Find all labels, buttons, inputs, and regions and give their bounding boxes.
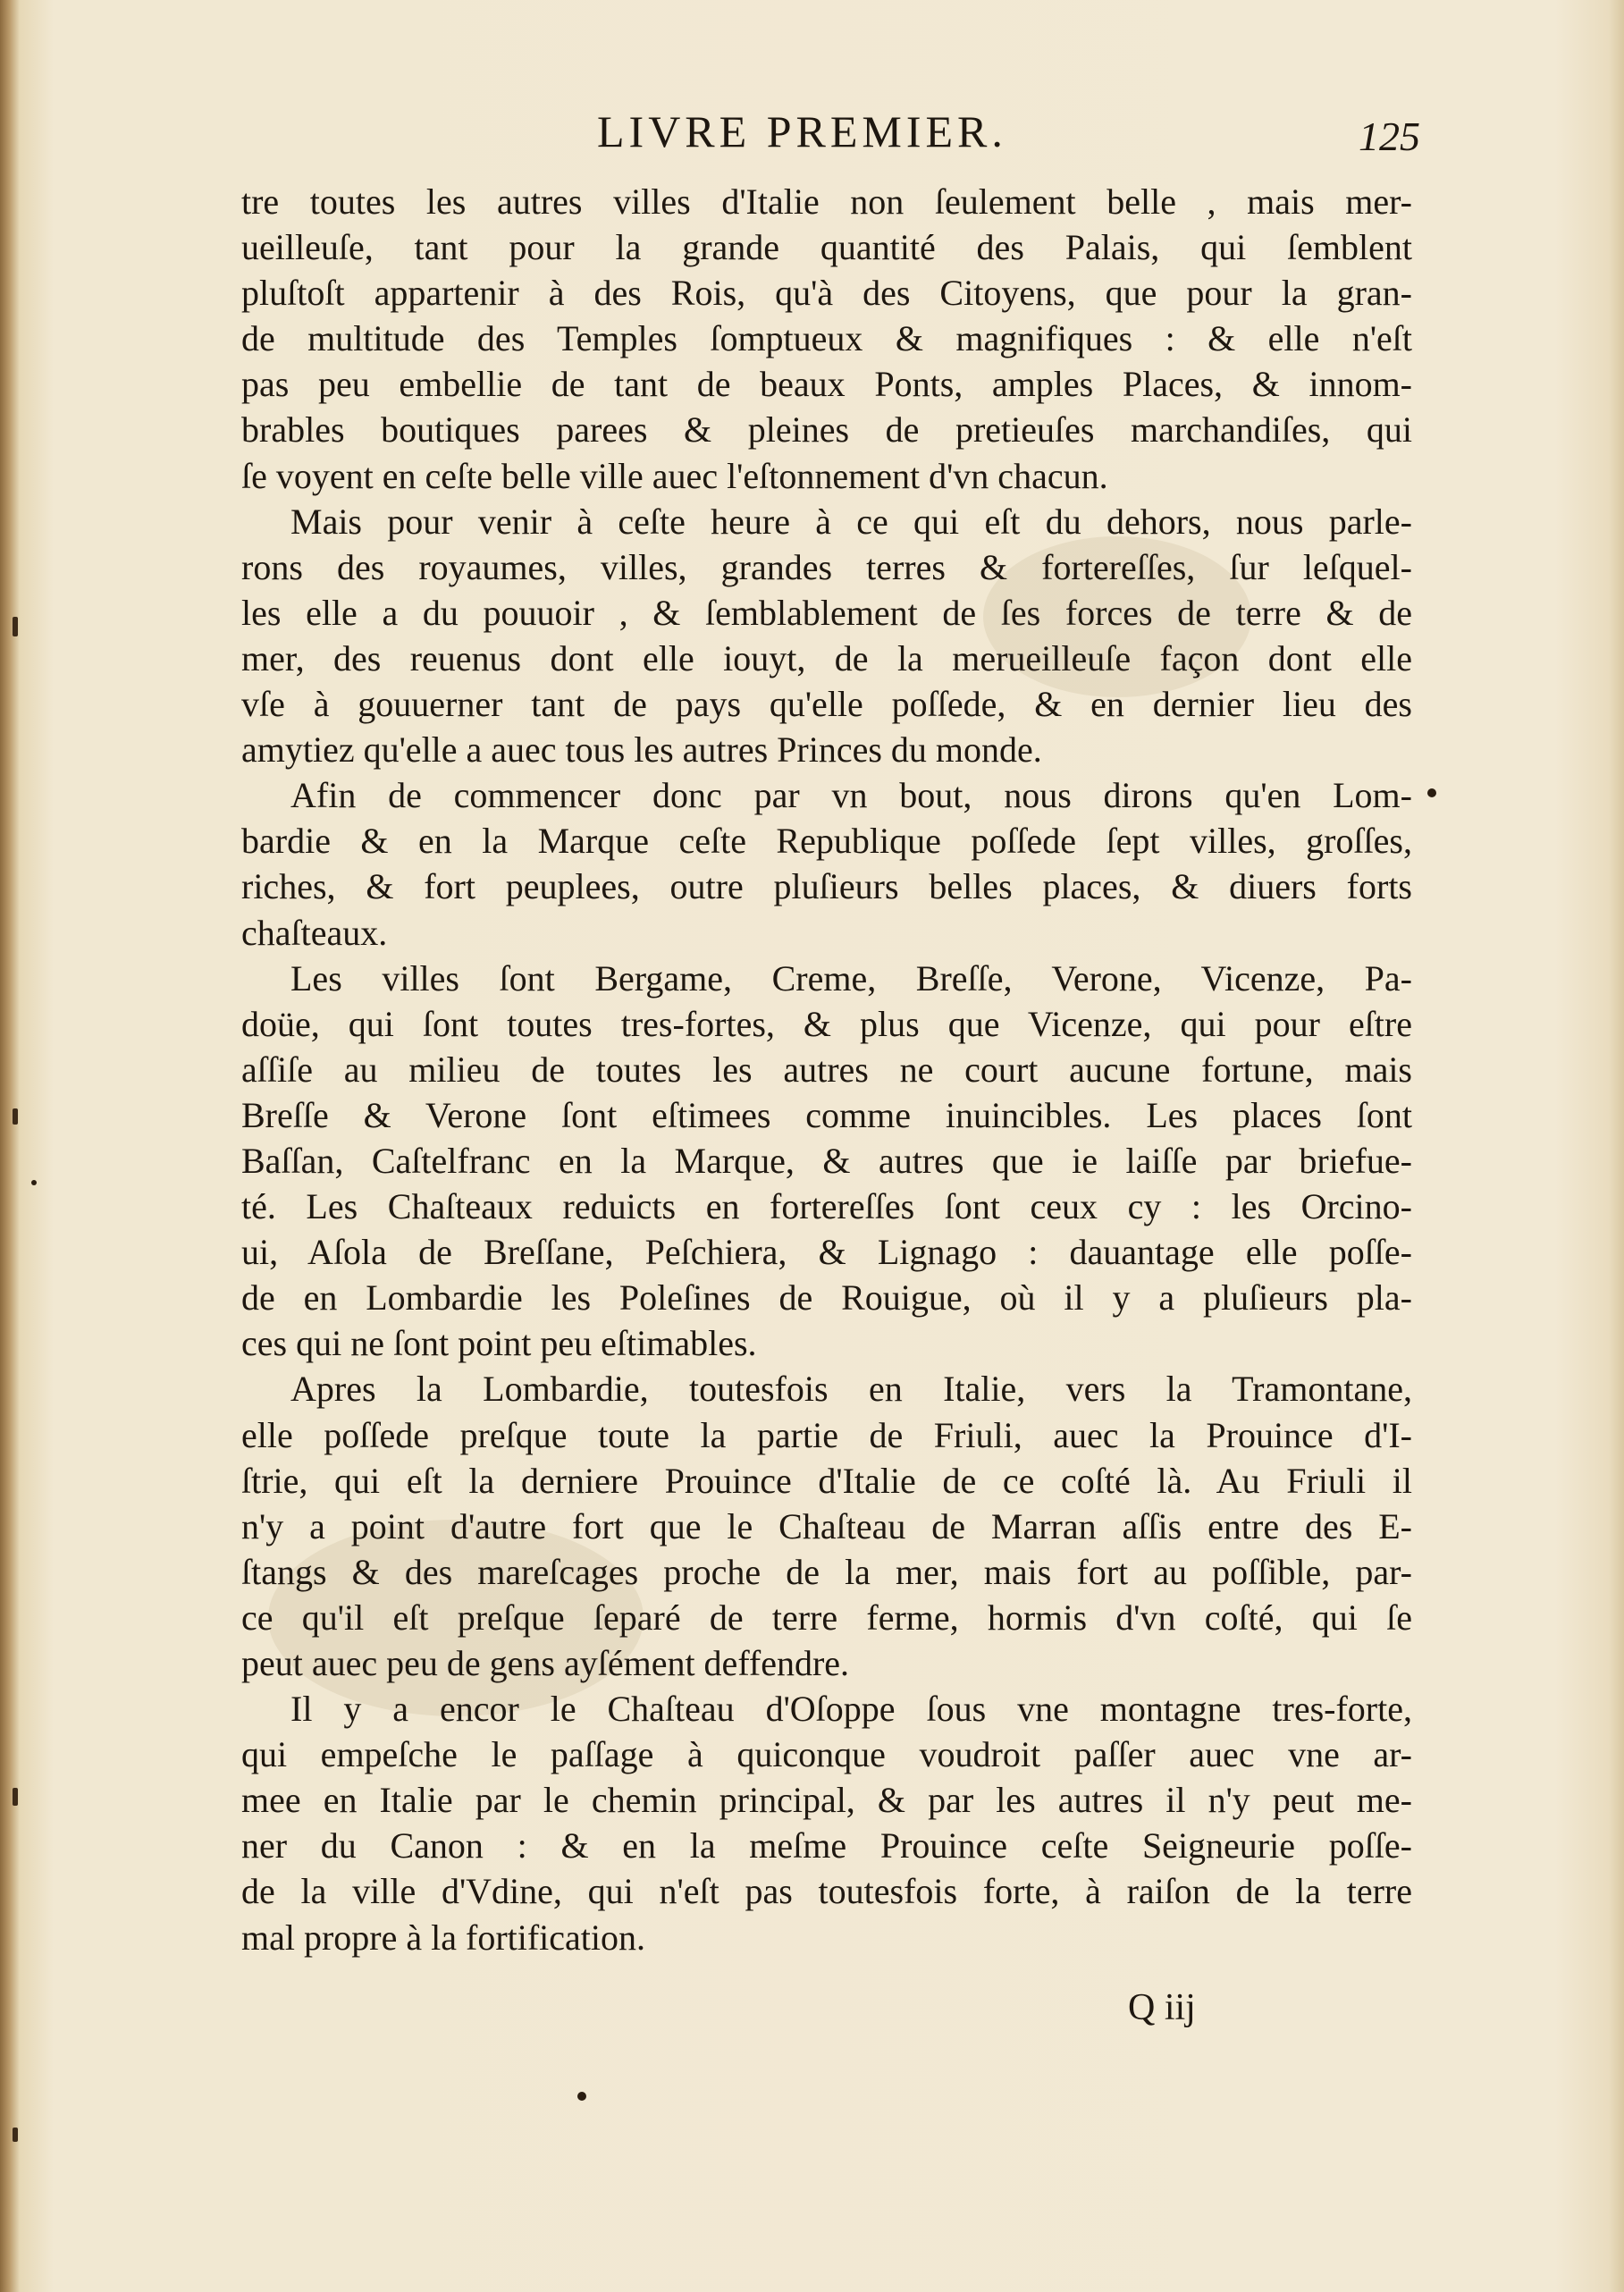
ink-spot bbox=[1427, 788, 1436, 797]
text-line: tre toutes les autres villes d'Italie non ſeulement belle , mais mer- bbox=[241, 181, 1412, 222]
text-line: peut auec peu de gens ayſément deffendre. bbox=[241, 1643, 850, 1683]
text-line: ces qui ne ſont point peu eſtimables. bbox=[241, 1323, 757, 1364]
page-number: 125 bbox=[1359, 114, 1420, 159]
text-line: Apres la Lombardie, toutesfois en Italie, vers la Tramontane, bbox=[290, 1369, 1412, 1410]
text-line: de multitude des Temples ſomptueux & magnifiques : & elle n'eſt bbox=[241, 318, 1412, 359]
text-line: ui, Aſola de Breſſane, Peſchiera, & Lignago : dauantage elle poſſe- bbox=[241, 1232, 1412, 1273]
page-header bbox=[0, 105, 1624, 168]
text-line: ueilleuſe, tant pour la grande quantité des Palais, qui ſemblent bbox=[241, 227, 1412, 268]
signature-mark: Q iij bbox=[1128, 1987, 1196, 2028]
text-line: Breſſe & Verone ſont eſtimees comme inuincibles. Les places ſont bbox=[241, 1094, 1412, 1135]
text-line: mal propre à la fortification. bbox=[241, 1917, 646, 1958]
text-line: Baſſan, Caſtelfranc en la Marque, & autres que ie laiſſe par briefue- bbox=[241, 1140, 1412, 1181]
text-line: qui empeſche le paſſage à quiconque voudroit paſſer auec vne ar- bbox=[241, 1734, 1412, 1775]
text-line: amytiez qu'elle a auec tous les autres Princes du monde. bbox=[241, 729, 1042, 771]
binding-mark bbox=[13, 1108, 18, 1125]
text-line: riches, & fort peuplees, outre pluſieurs belles places, & diuers forts bbox=[241, 866, 1412, 907]
text-line: pluſtoſt appartenir à des Rois, qu'à des Citoyens, que pour la gran- bbox=[241, 273, 1412, 314]
text-line: Mais pour venir à ceſte heure à ce qui eſt du dehors, nous parle- bbox=[290, 501, 1412, 542]
text-line: aſſiſe au milieu de toutes les autres ne court aucune fortune, mais bbox=[241, 1049, 1412, 1090]
body-text bbox=[241, 179, 1412, 1960]
text-line: pas peu embellie de tant de beaux Ponts, amples Places, & innom- bbox=[241, 364, 1412, 405]
text-line: Afin de commencer donc par vn bout, nous dirons qu'en Lom- bbox=[290, 775, 1412, 816]
text-line: Les villes ſont Bergame, Creme, Breſſe, Verone, Vicenze, Pa- bbox=[290, 957, 1412, 999]
text-line: brables boutiques parees & pleines de pretieuſes marchandiſes, qui bbox=[241, 409, 1412, 451]
text-line: ſe voyent en ceſte belle ville auec l'eſtonnement d'vn chacun. bbox=[241, 455, 1108, 496]
text-line: de la ville d'Vdine, qui n'eſt pas toutesfois forte, à raiſon de la terre bbox=[241, 1871, 1412, 1912]
text-line: té. Les Chaſteaux reduicts en fortereſſes ſont ceux cy : les Orcino- bbox=[241, 1186, 1412, 1227]
ink-spot bbox=[31, 1180, 37, 1185]
text-line: ſtrie, qui eſt la derniere Prouince d'Italie de ce coſté là. Au Friuli il bbox=[241, 1460, 1412, 1501]
text-line: doüe, qui ſont toutes tres-fortes, & plus que Vicenze, qui pour eſtre bbox=[241, 1003, 1412, 1044]
binding-mark bbox=[13, 2128, 18, 2142]
text-line: ce qu'il eſt preſque ſeparé de terre ferme, hormis d'vn coſté, qui ſe bbox=[241, 1597, 1412, 1638]
text-line: mee en Italie par le chemin principal, & par les autres il n'y peut me- bbox=[241, 1780, 1412, 1821]
text-line: Il y a encor le Chaſteau d'Oſoppe ſous vne montagne tres-forte, bbox=[290, 1689, 1412, 1730]
binding-mark bbox=[13, 1788, 18, 1806]
ink-spot bbox=[577, 2092, 586, 2101]
text-line: n'y a point d'autre fort que le Chaſteau de Marran aſſis entre des E- bbox=[241, 1505, 1412, 1546]
text-line: vſe à gouuerner tant de pays qu'elle poſſede, & en dernier lieu des bbox=[241, 684, 1412, 725]
text-line: ſtangs & des mareſcages proche de la mer, mais fort au poſſible, par- bbox=[241, 1551, 1412, 1592]
text-line: rons des royaumes, villes, grandes terres & fortereſſes, ſur leſquel- bbox=[241, 546, 1412, 587]
binding-mark bbox=[13, 617, 18, 636]
text-line: ner du Canon : & en la meſme Prouince ceſte Seigneurie poſſe- bbox=[241, 1825, 1412, 1866]
running-title: LIVRE PREMIER. bbox=[597, 106, 1007, 156]
text-line: les elle a du pouuoir , & ſemblablement de ſes forces de terre & de bbox=[241, 592, 1412, 633]
text-line: mer, des reuenus dont elle iouyt, de la merueilleuſe façon dont elle bbox=[241, 637, 1412, 678]
text-line: de en Lombardie les Poleſines de Rouigue, où il y a pluſieurs pla- bbox=[241, 1277, 1412, 1319]
text-line: chaſteaux. bbox=[241, 912, 388, 953]
text-line: bardie & en la Marque ceſte Republique poſſede ſept villes, groſſes, bbox=[241, 821, 1412, 862]
text-line: elle poſſede preſque toute la partie de Friuli, auec la Prouince d'I- bbox=[241, 1414, 1412, 1455]
